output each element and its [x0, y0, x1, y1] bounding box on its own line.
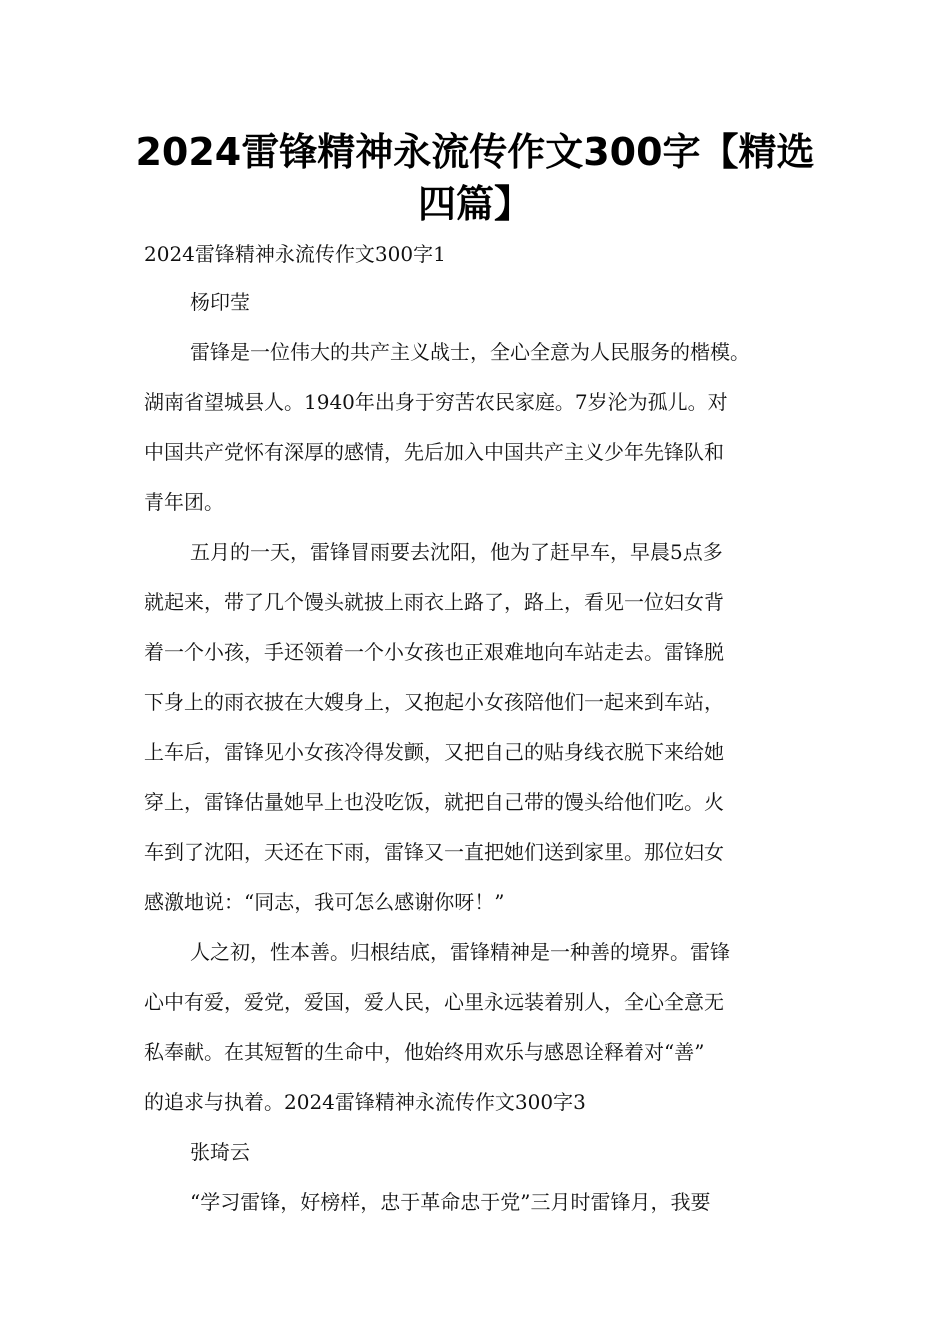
- title-line-1: 2024雷锋精神永流传作文300字【精选: [135, 130, 815, 174]
- paragraph-line: 湖南省望城县人。1940年出身于穷苦农民家庭。7岁沦为孤儿。对: [144, 390, 728, 414]
- author-name: 杨印莹: [190, 290, 250, 314]
- paragraph-line: 穿上，雷锋估量她早上也没吃饭，就把自己带的馒头给他们吃。火: [144, 790, 724, 814]
- paragraph-line: 车到了沈阳，天还在下雨，雷锋又一直把她们送到家里。那位妇女: [144, 840, 724, 864]
- paragraph-line: 中国共产党怀有深厚的感情，先后加入中国共产主义少年先锋队和: [144, 440, 724, 464]
- paragraph-line: 下身上的雨衣披在大嫂身上，又抱起小女孩陪他们一起来到车站，: [144, 690, 724, 714]
- paragraph-line: 的追求与执着。2024雷锋精神永流传作文300字3: [144, 1090, 586, 1114]
- paragraph-line: 青年团。: [144, 490, 224, 514]
- title-line-2: 四篇】: [417, 182, 532, 226]
- page-title: [100, 126, 850, 230]
- paragraph-line: 五月的一天，雷锋冒雨要去沈阳，他为了赶早车，早晨5点多: [190, 540, 723, 564]
- paragraph-line: 感激地说：“同志，我可怎么感谢你呀！”: [144, 890, 505, 914]
- paragraph-line: “学习雷锋，好榜样，忠于革命忠于党”三月时雷锋月，我要: [190, 1190, 711, 1214]
- section-heading: 2024雷锋精神永流传作文300字1: [144, 242, 446, 266]
- paragraph-line: 人之初，性本善。归根结底，雷锋精神是一种善的境界。雷锋: [190, 940, 730, 964]
- paragraph-line: 上车后，雷锋见小女孩冷得发颤，又把自己的贴身线衣脱下来给她: [144, 740, 724, 764]
- paragraph-line: 雷锋是一位伟大的共产主义战士，全心全意为人民服务的楷模。: [190, 340, 750, 364]
- author-name: 张琦云: [190, 1140, 250, 1164]
- paragraph-line: 着一个小孩，手还领着一个小女孩也正艰难地向车站走去。雷锋脱: [144, 640, 724, 664]
- paragraph-line: 私奉献。在其短暂的生命中，他始终用欢乐与感恩诠释着对“善”: [144, 1040, 705, 1064]
- paragraph-line: 就起来，带了几个馒头就披上雨衣上路了，路上，看见一位妇女背: [144, 590, 724, 614]
- paragraph-line: 心中有爱，爱党，爱国，爱人民，心里永远装着别人，全心全意无: [144, 990, 724, 1014]
